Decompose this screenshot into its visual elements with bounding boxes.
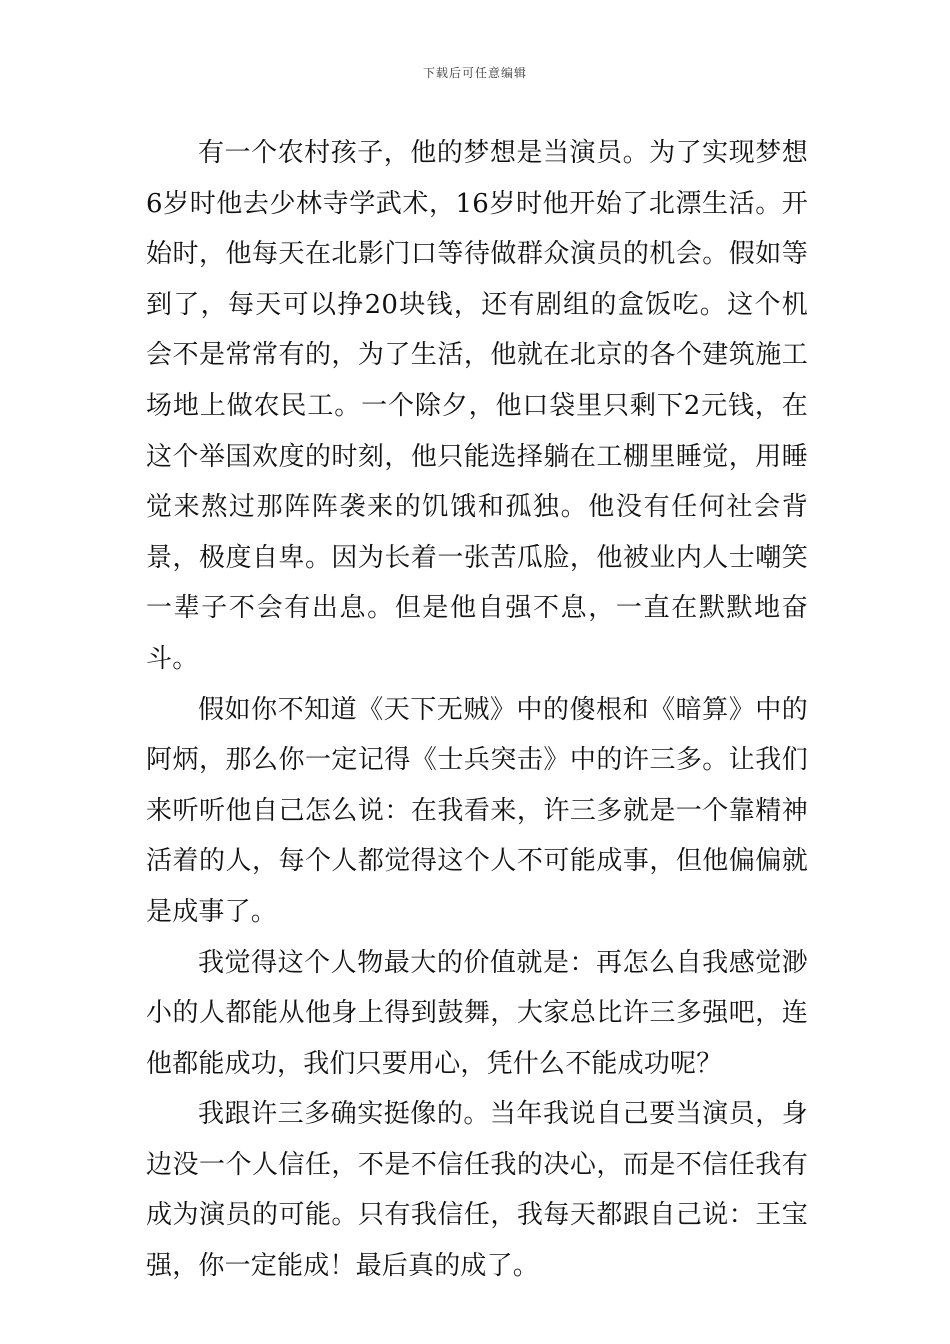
paragraph-2: 假如你不知道《天下无贼》中的傻根和《暗算》中的阿炳，那么你一定记得《士兵突击》中的许三多。让我们来听听他自己怎么说：在我看来，许三多就是一个靠精神活着的人，每个人都觉得这个人不可能成事，但他偏偏就是成事了。: [146, 694, 808, 927]
document-body: [146, 128, 808, 1292]
paragraph-4: 我跟许三多确实挺像的。当年我说自己要当演员，身边没一个人信任，不是不信任我的决心，而是不信任我有成为演员的可能。只有我信任，我每天都跟自己说：王宝强，你一定能成！最后真的成了。: [146, 1099, 808, 1282]
paragraph-3: 我觉得这个人物最大的价值就是：再怎么自我感觉渺小的人都能从他身上得到鼓舞，大家总比许三多强吧，连他都能成功，我们只要用心，凭什么不能成功呢？: [146, 947, 808, 1079]
page-header: 下载后可任意编辑: [422, 66, 527, 80]
paragraph-1: 有一个农村孩子，他的梦想是当演员。为了实现梦想6岁时他去少林寺学武术，16岁时他开始了北漂生活。开始时，他每天在北影门口等待做群众演员的机会。假如等到了，每天可以挣20块钱，还有剧组的盒饭吃。这个机会不是常常有的，为了生活，他就在北京的各个建筑施工场地上做农民工。一个除夕，他口袋里只剩下2元钱，在这个举国欢度的时刻，他只能选择躺在工棚里睡觉，用睡觉来熬过那阵阵袭来的饥饿和孤独。他没有任何社会背景，极度自卑。因为长着一张苦瓜脸，他被业内人士嘲笑一辈子不会有出息。但是他自强不息，一直在默默地奋斗。: [146, 138, 808, 674]
